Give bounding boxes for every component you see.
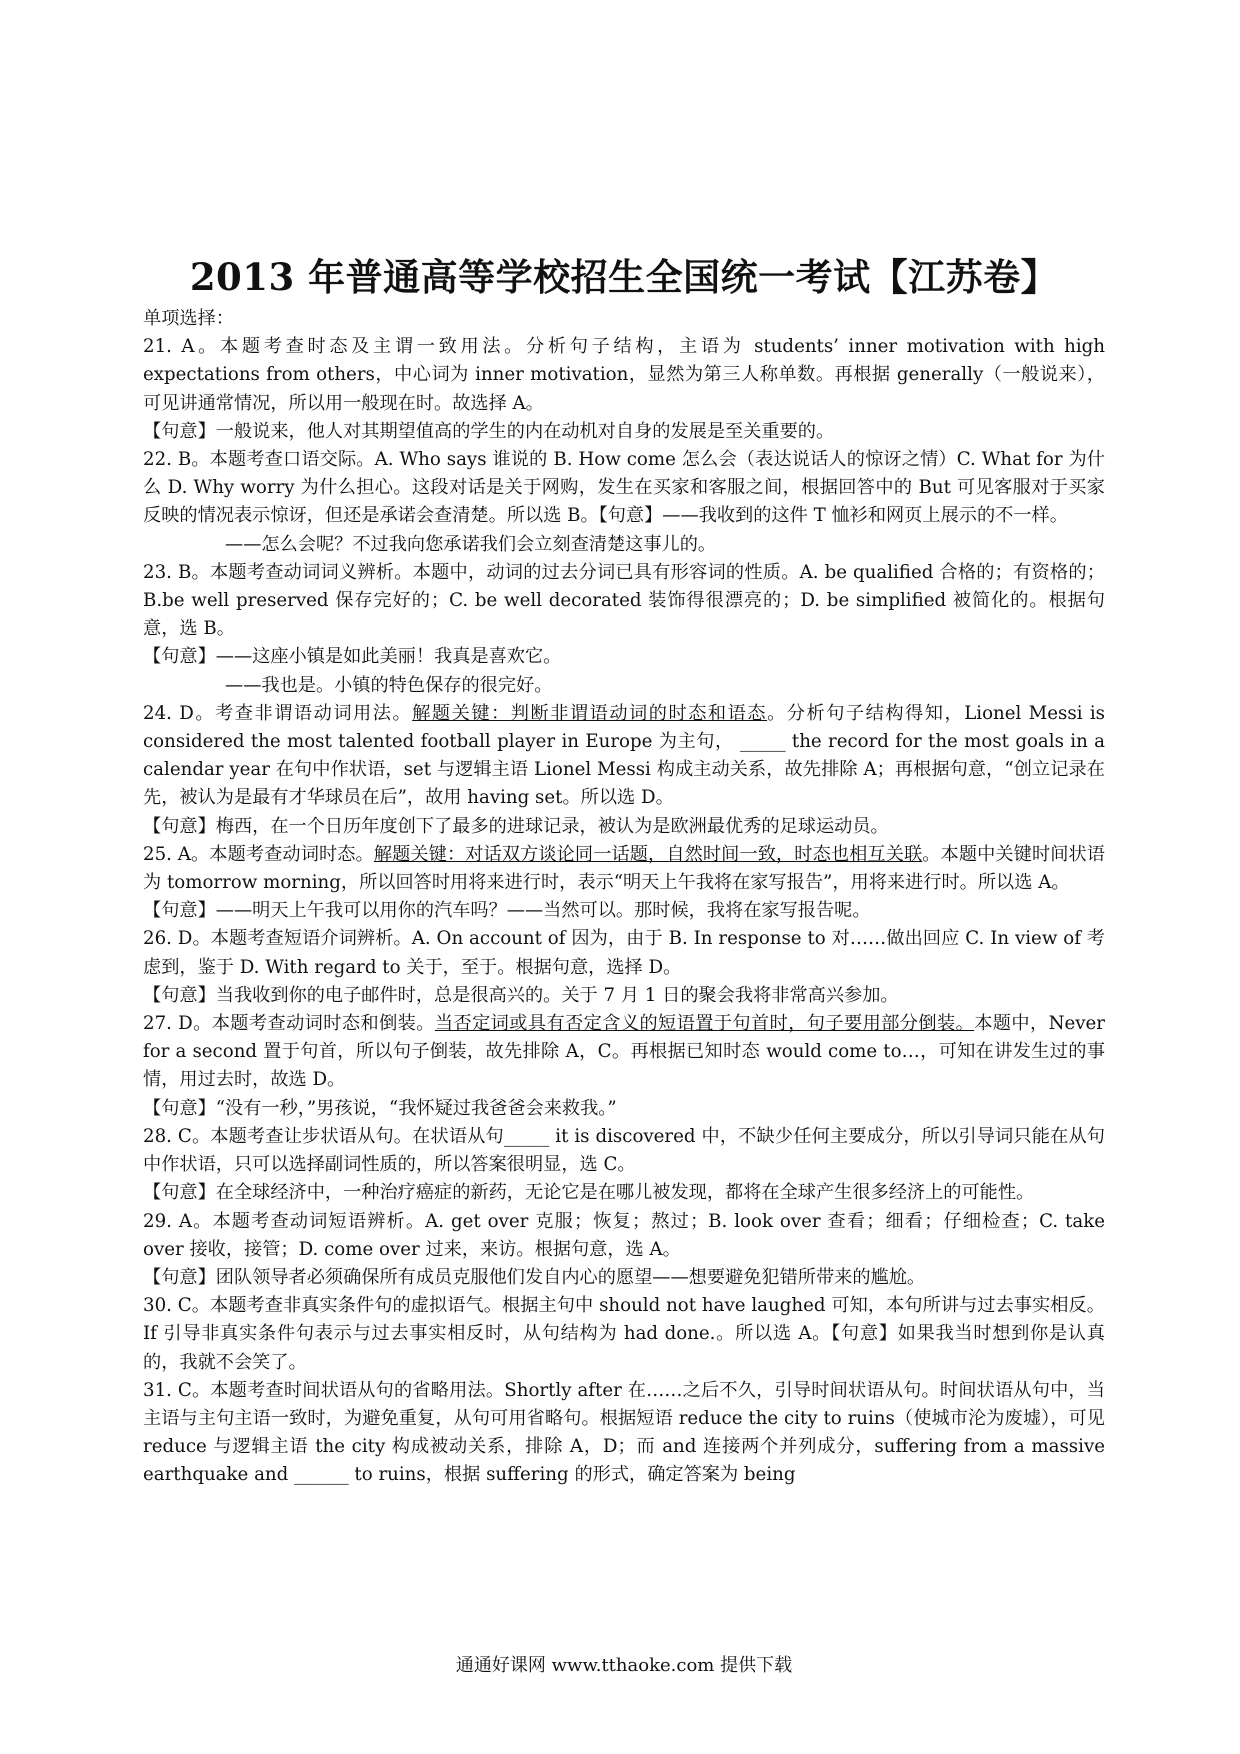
q25-meaning: 【句意】——明天上午我可以用你的汽车吗？——当然可以。那时候，我将在家写报告呢。 bbox=[143, 900, 871, 922]
q27-meaning: 【句意】“没有一秒，”男孩说，“我怀疑过我爸爸会来救我。” bbox=[143, 1097, 617, 1119]
page-title: 2013 年普通高等学校招生全国统一考试【江苏卷】 bbox=[189, 255, 1059, 299]
q31-explanation: 31. C。本题考查时间状语从句的省略用法。Shortly after 在……之后不久，引导时间状语从句。时间状语从句中，当主语与主句主语一致时，为避免重复，从句可用省略句。根据短语 reduce the city to ruins（使城市沦为废墟），可见 reduce 与逻辑主语 the city 构成被动关系，排除 A，D；而 and 连接两个并列成分，suffering from a massive earthquake and ______ to ruins，根据 suffering 的形式，确定答案为 being bbox=[143, 1379, 1105, 1486]
q24-key-point: 解题关键：判断非谓语动词的时态和语态 bbox=[412, 702, 768, 724]
q27-prefix: 27. D。本题考查动词时态和倒装。 bbox=[143, 1013, 435, 1035]
q27-body: 本题中，Never for a second 置于句首，所以句子倒装，故先排除 A，C。再根据已知时态 would come to…，可知在讲发生过的事情，用过去时，故选 D。 bbox=[143, 1013, 1106, 1091]
q24-prefix: 24. D。考查非谓语动词用法。 bbox=[143, 702, 413, 724]
answer-explanations bbox=[143, 305, 1105, 1490]
q23-meaning: 【句意】——这座小镇是如此美丽！我真是喜欢它。 bbox=[143, 646, 562, 668]
q28-meaning: 【句意】在全球经济中，一种治疗癌症的新药，无论它是在哪儿被发现，都将在全球产生很多经济上的可能性。 bbox=[143, 1182, 1035, 1204]
q25-key-point: 解题关键：对话双方谈论同一话题，自然时间一致，时态也相互关联 bbox=[373, 843, 923, 865]
q26-explanation: 26. D。本题考查短语介词辨析。A. On account of 因为，由于 B. In response to 对……做出回应 C. In view of 考虑到，鉴于 D. With regard to 关于，至于。根据句意，选择 D。 bbox=[143, 928, 1105, 978]
q26-meaning: 【句意】当我收到你的电子邮件时，总是很高兴的。关于 7 月 1 日的聚会我将非常高兴参加。 bbox=[143, 984, 899, 1006]
q28-explanation: 28. C。本题考查让步状语从句。在状语从句_____ it is discovered 中，不缺少任何主要成分，所以引导词只能在从句中作状语，只可以选择副词性质的，所以答案很明显，选 C。 bbox=[143, 1125, 1105, 1176]
q23-meaning-reply: ——我也是。小镇的特色保存的很完好。 bbox=[225, 674, 553, 696]
q24-body: 。分析句子结构得知，Lionel Messi is considered the most talented football player in Europe 为主句， _____ the record for the most goals in a calendar year 在句中作状语，set 与逻辑主语 Lionel Messi 构成主动关系，故先排除 A；再根据句意，“创立记录在先，被认为是最有才华球员在后”，故用 having set。所以选 D。 bbox=[143, 702, 1105, 809]
q21-explanation: 21. A。本题考查时态及主谓一致用法。分析句子结构，主语为 students’ inner motivation with high expectations from others，中心词为 inner motivation，显然为第三人称单数。再根据 generally（一般说来），可见讲通常情况，所以用一般现在时。故选择 A。 bbox=[143, 336, 1105, 414]
q25-body: 。本题中关键时间状语为 tomorrow morning，所以回答时用将来进行时，表示“明天上午我将在家写报告”，用将来进行时。所以选 A。 bbox=[143, 843, 1105, 894]
q25-explanation bbox=[143, 841, 1105, 897]
q27-key-point: 当否定词或具有否定含义的短语置于句首时，句子要用部分倒装。 bbox=[434, 1013, 975, 1035]
q30-explanation: 30. C。本题考查非真实条件句的虚拟语气。根据主句中 should not have laughed 可知，本句所讲与过去事实相反。If 引导非真实条件句表示与过去事实相反时，从句结构为 had done.。所以选 A。【句意】如果我当时想到你是认真的，我就不会笑了。 bbox=[143, 1295, 1105, 1373]
q24-explanation bbox=[143, 700, 1105, 813]
q29-meaning: 【句意】团队领导者必须确保所有成员克服他们发自内心的愿望——想要避免犯错所带来的尴尬。 bbox=[143, 1266, 926, 1288]
q21-meaning: 【句意】一般说来，他人对其期望值高的学生的内在动机对自身的发展是至关重要的。 bbox=[143, 420, 835, 442]
document-page bbox=[143, 0, 1105, 1754]
q24-meaning: 【句意】梅西，在一个日历年度创下了最多的进球记录，被认为是欧洲最优秀的足球运动员。 bbox=[143, 815, 889, 837]
q29-explanation: 29. A。本题考查动词短语辨析。A. get over 克服；恢复；熬过；B. look over 查看；细看；仔细检查；C. take over 接收，接管；D. come over 过来，来访。根据句意，选 A。 bbox=[143, 1210, 1105, 1260]
section-label: 单项选择： bbox=[143, 308, 234, 329]
q22-meaning-reply: ——怎么会呢？不过我向您承诺我们会立刻查清楚这事儿的。 bbox=[225, 533, 717, 555]
page-footer: 通通好课网 www.tthaoke.com 提供下载 bbox=[455, 1655, 793, 1676]
q22-explanation: 22. B。本题考查口语交际。A. Who says 谁说的 B. How come 怎么会（表达说话人的惊讶之情）C. What for 为什么 D. Why worry 为什么担心。这段对话是关于网购，发生在买家和客服之间，根据回答中的 But 可见客服对于买家反映的情况表示惊讶，但还是承诺会查清楚。所以选 B。【句意】——我收到的这件 T 恤衫和网页上展示的不一样。 bbox=[143, 449, 1105, 527]
q25-prefix: 25. A。本题考查动词时态。 bbox=[143, 843, 374, 865]
q23-explanation: 23. B。本题考查动词词义辨析。本题中，动词的过去分词已具有形容词的性质。A. be qualified 合格的；有资格的；B.be well preserved 保存完好的；C. be well decorated 装饰得很漂亮的；D. be simplified 被简化的。根据句意，选 B。 bbox=[143, 561, 1105, 640]
q27-explanation bbox=[143, 1010, 1105, 1095]
